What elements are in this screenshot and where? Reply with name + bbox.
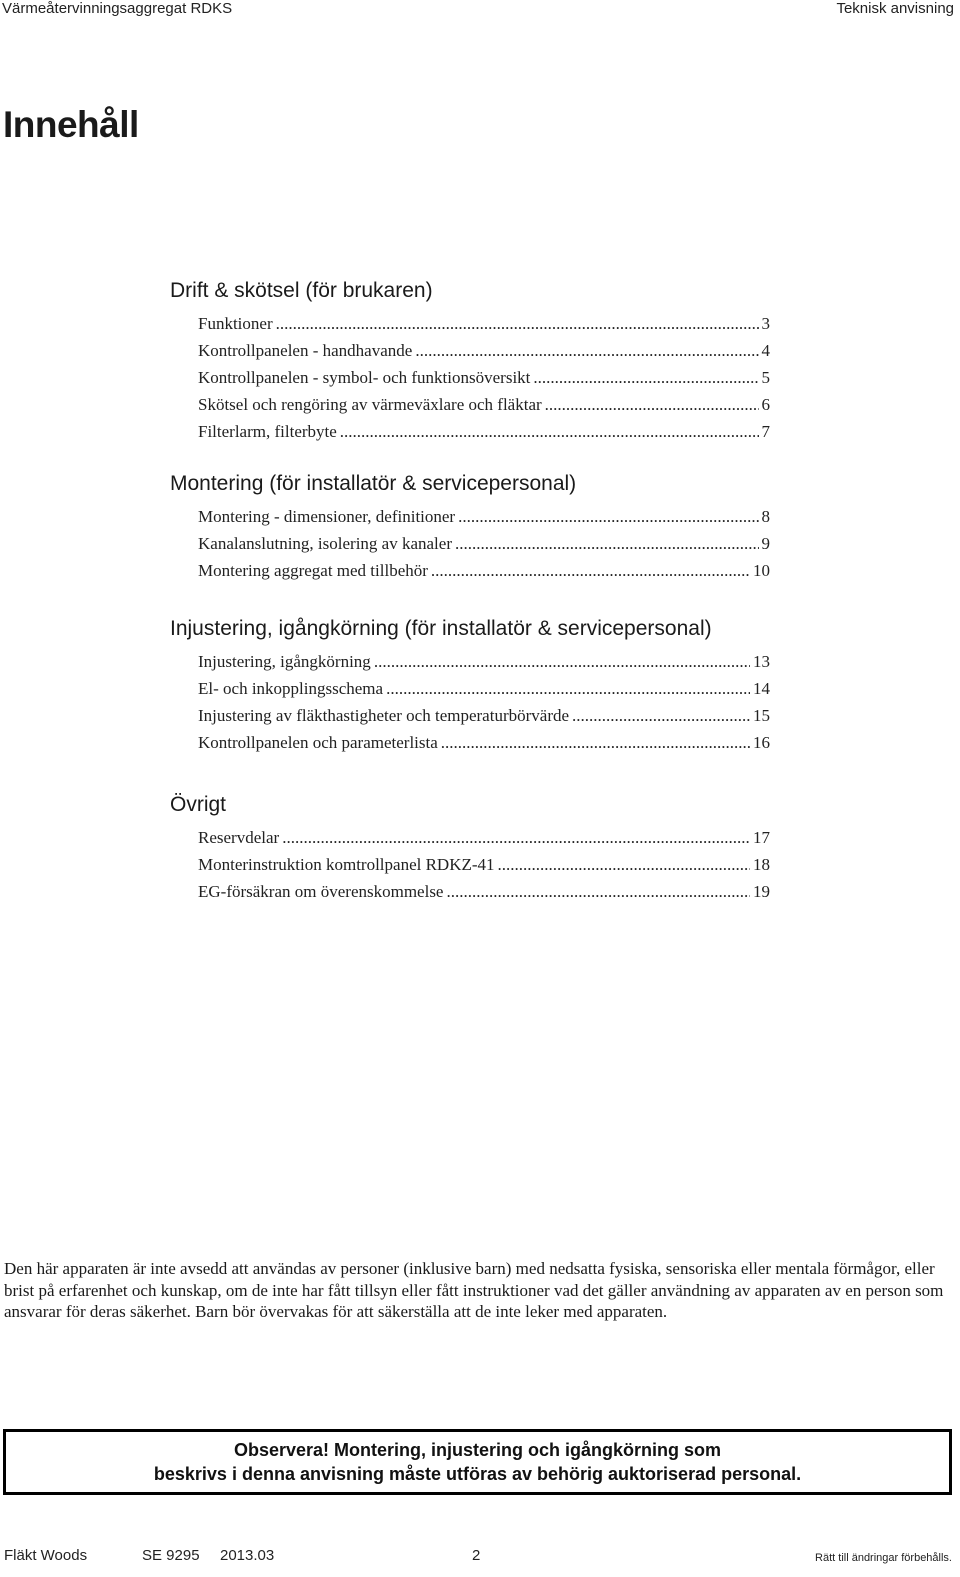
table-of-contents bbox=[170, 276, 770, 905]
toc-section-injustering bbox=[170, 614, 770, 756]
toc-entry[interactable] bbox=[198, 824, 770, 851]
toc-entry-title: Kanalanslutning, isolering av kanaler bbox=[198, 534, 452, 553]
toc-entry-page: 8 bbox=[761, 507, 770, 526]
safety-notice: Den här apparaten är inte avsedd att användas av personer (inklusive barn) med nedsatta fysiska, sensoriska eller mentala förmågor, eller brist på erfarenhet och kunskap, om de inte har fått tillsyn eller fått instruktioner vad det gäller användning av apparaten av en person som ansvarar för deras säkerhet. Barn bör övervakas för att säkerställa att de inte leker med apparaten. bbox=[4, 1259, 944, 1321]
toc-entry[interactable] bbox=[198, 878, 770, 905]
toc-entry-page: 7 bbox=[761, 422, 770, 441]
toc-entry-page: 17 bbox=[753, 828, 770, 847]
toc-entry-title: Filterlarm, filterbyte bbox=[198, 422, 337, 441]
toc-entry-title: Injustering av fläkthastigheter och temperaturbörvärde bbox=[198, 706, 570, 725]
toc-entry[interactable] bbox=[198, 675, 770, 702]
toc-section-ovrigt bbox=[170, 790, 770, 905]
toc-entry-page: 16 bbox=[753, 733, 770, 752]
toc-leader bbox=[276, 310, 759, 337]
toc-leader bbox=[441, 729, 750, 756]
toc-leader bbox=[446, 878, 750, 905]
toc-entry[interactable] bbox=[198, 503, 770, 530]
footer-company: Fläkt Woods bbox=[4, 1547, 88, 1564]
toc-entry-page: 10 bbox=[753, 561, 770, 580]
toc-entry-title: Montering - dimensioner, definitioner bbox=[198, 507, 456, 526]
toc-entry-page: 9 bbox=[761, 534, 770, 553]
header-document-type: Teknisk anvisning bbox=[836, 0, 954, 17]
toc-entry-page: 18 bbox=[753, 855, 770, 874]
toc-entry-page: 3 bbox=[761, 314, 770, 333]
toc-leader bbox=[498, 851, 750, 878]
toc-leader bbox=[282, 824, 750, 851]
toc-section-montering bbox=[170, 469, 770, 584]
toc-leader bbox=[340, 418, 759, 445]
toc-entry-title: El- och inkopplingsschema bbox=[198, 679, 384, 698]
toc-entry-title: Reservdelar bbox=[198, 828, 280, 847]
toc-entry[interactable] bbox=[198, 364, 770, 391]
toc-entry-title: Monterinstruktion komtrollpanel RDKZ-41 bbox=[198, 855, 495, 874]
toc-entry[interactable] bbox=[198, 557, 770, 584]
toc-entry[interactable] bbox=[198, 702, 770, 729]
toc-leader bbox=[455, 530, 759, 557]
toc-leader bbox=[545, 391, 759, 418]
toc-entry-title: Kontrollpanelen och parameterlista bbox=[198, 733, 438, 752]
toc-leader bbox=[386, 675, 750, 702]
toc-entry-title: Skötsel och rengöring av värmeväxlare och fläktar bbox=[198, 395, 542, 414]
toc-entry[interactable] bbox=[198, 851, 770, 878]
toc-section-heading: Injustering, igångkörning (för installatör & servicepersonal) bbox=[170, 617, 712, 640]
toc-entry[interactable] bbox=[198, 337, 770, 364]
toc-leader bbox=[533, 364, 758, 391]
toc-entry-title: Kontrollpanelen - symbol- och funktionsöversikt bbox=[198, 368, 531, 387]
toc-entry[interactable] bbox=[198, 530, 770, 557]
footer-rights: Rätt till ändringar förbehålls. bbox=[815, 1552, 952, 1564]
toc-leader bbox=[458, 503, 758, 530]
page-title: Innehåll bbox=[3, 104, 139, 145]
toc-entry-title: Kontrollpanelen - handhavande bbox=[198, 341, 413, 360]
warning-box bbox=[3, 1429, 952, 1495]
toc-entry-page: 15 bbox=[753, 706, 770, 725]
footer-date: 2013.03 bbox=[220, 1547, 275, 1564]
toc-leader bbox=[572, 702, 750, 729]
toc-entry[interactable] bbox=[198, 729, 770, 756]
footer-page-number: 2 bbox=[472, 1547, 481, 1564]
footer-doc-number: SE 9295 bbox=[142, 1547, 200, 1564]
toc-entry-page: 14 bbox=[753, 679, 770, 698]
toc-section-drift bbox=[170, 276, 770, 445]
warning-line-2: beskrivs i denna anvisning måste utföras av behörig auktoriserad personal. bbox=[153, 1464, 802, 1484]
toc-entry-title: Montering aggregat med tillbehör bbox=[198, 561, 428, 580]
toc-entry-page: 6 bbox=[761, 395, 770, 414]
toc-entry[interactable] bbox=[198, 418, 770, 445]
toc-entry-title: Funktioner bbox=[198, 314, 273, 333]
toc-entry-page: 4 bbox=[761, 341, 770, 360]
toc-leader bbox=[374, 648, 750, 675]
toc-entry-title: Injustering, igångkörning bbox=[198, 652, 371, 671]
toc-leader bbox=[415, 337, 758, 364]
toc-entry-title: EG-försäkran om överenskommelse bbox=[198, 882, 444, 901]
toc-section-heading: Drift & skötsel (för brukaren) bbox=[170, 279, 433, 302]
toc-entry[interactable] bbox=[198, 310, 770, 337]
toc-entry-page: 13 bbox=[753, 652, 770, 671]
toc-section-heading: Övrigt bbox=[170, 793, 227, 816]
header-document-title: Värmeåtervinningsaggregat RDKS bbox=[2, 0, 233, 17]
toc-entry-page: 5 bbox=[761, 368, 770, 387]
toc-section-heading: Montering (för installatör & servicepersonal) bbox=[170, 472, 577, 495]
toc-entry-page: 19 bbox=[753, 882, 770, 901]
warning-line-1: Observera! Montering, injustering och igångkörning som bbox=[233, 1440, 722, 1460]
toc-entry[interactable] bbox=[198, 391, 770, 418]
toc-leader bbox=[431, 557, 750, 584]
toc-entry[interactable] bbox=[198, 648, 770, 675]
